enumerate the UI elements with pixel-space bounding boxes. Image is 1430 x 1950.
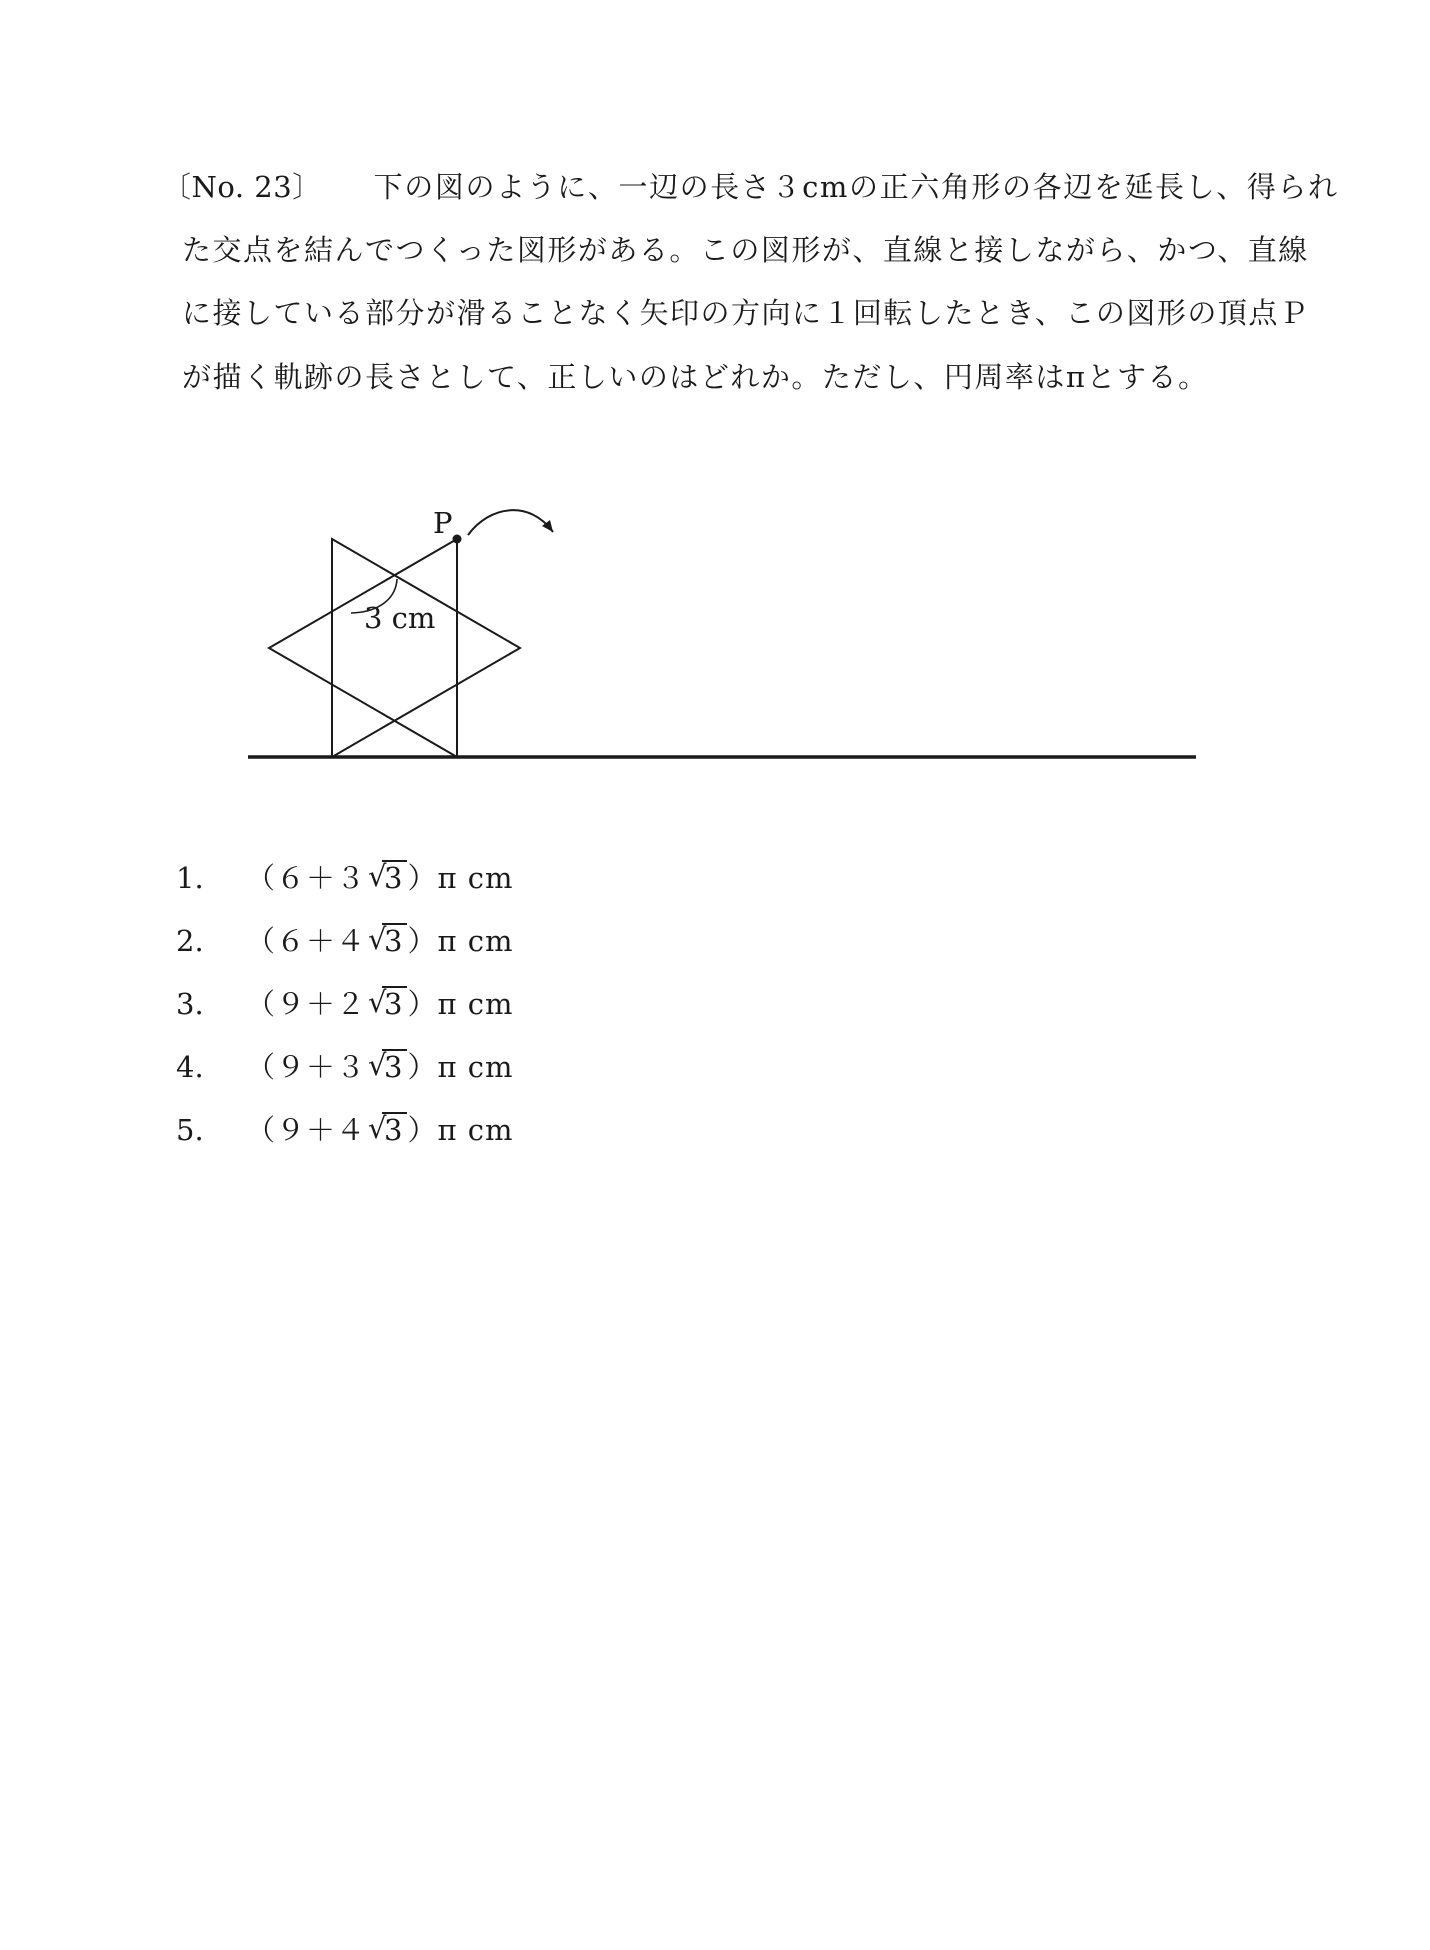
question-line-1	[162, 167, 1339, 207]
sqrt-symbol	[368, 921, 407, 961]
question-number: 〔No. 23〕	[162, 170, 322, 204]
question-line-2: た交点を結んでつくった図形がある。この図形が、直線と接しながら、かつ、直線	[182, 233, 1309, 267]
choice-expression	[246, 984, 514, 1024]
choice-close: ）π cm	[407, 1050, 514, 1084]
radical-sign-icon: √	[368, 985, 388, 1019]
choice-open: （９＋３	[246, 1050, 367, 1084]
radicand: 3	[382, 1112, 407, 1146]
question-line-4: が描く軌跡の長さとして、正しいのはどれか。ただし、円周率はπとする。	[182, 360, 1209, 394]
choice-expression	[246, 858, 514, 898]
choice-open: （６＋４	[246, 924, 367, 958]
rotation-arrow-icon	[468, 510, 553, 535]
radicand: 3	[382, 986, 407, 1020]
sqrt-symbol	[368, 984, 407, 1024]
radical-sign-icon: √	[368, 1111, 388, 1145]
radicand: 3	[382, 860, 407, 894]
radicand: 3	[382, 1049, 407, 1083]
choice-number: 3.	[176, 987, 204, 1021]
choice-expression	[246, 1110, 514, 1150]
question-line-1-text: 下の図のように、一辺の長さ３cmの正六角形の各辺を延長し、得られ	[373, 170, 1339, 204]
choice-open: （９＋４	[246, 1113, 367, 1147]
choice-close: ）π cm	[407, 1113, 514, 1147]
choice-expression	[246, 1047, 514, 1087]
radical-sign-icon: √	[368, 1048, 388, 1082]
choice-close: ）π cm	[407, 861, 514, 895]
choice-number: 4.	[176, 1050, 204, 1084]
vertex-p-dot	[453, 535, 462, 544]
choice-number: 5.	[176, 1113, 204, 1147]
choice-number: 1.	[176, 861, 204, 895]
choice-open: （９＋２	[246, 987, 367, 1021]
question-line-3: に接している部分が滑ることなく矢印の方向に１回転したとき、この図形の頂点Ｐ	[182, 296, 1310, 330]
sqrt-symbol	[368, 1110, 407, 1150]
choice-open: （６＋３	[246, 861, 367, 895]
radical-sign-icon: √	[368, 922, 388, 956]
vertex-p-label: P	[433, 506, 453, 540]
choice-number: 2.	[176, 924, 204, 958]
rotation-arrowhead-icon	[542, 520, 553, 532]
side-length-pointer	[351, 579, 397, 613]
star-triangle-right	[269, 539, 457, 757]
choice-close: ）π cm	[407, 924, 514, 958]
radical-sign-icon: √	[368, 859, 388, 893]
star-triangle-left	[332, 539, 520, 757]
sqrt-symbol	[368, 858, 407, 898]
choice-expression	[246, 921, 514, 961]
radicand: 3	[382, 923, 407, 957]
sqrt-symbol	[368, 1047, 407, 1087]
choice-close: ）π cm	[407, 987, 514, 1021]
side-length-label: 3 cm	[364, 601, 436, 635]
